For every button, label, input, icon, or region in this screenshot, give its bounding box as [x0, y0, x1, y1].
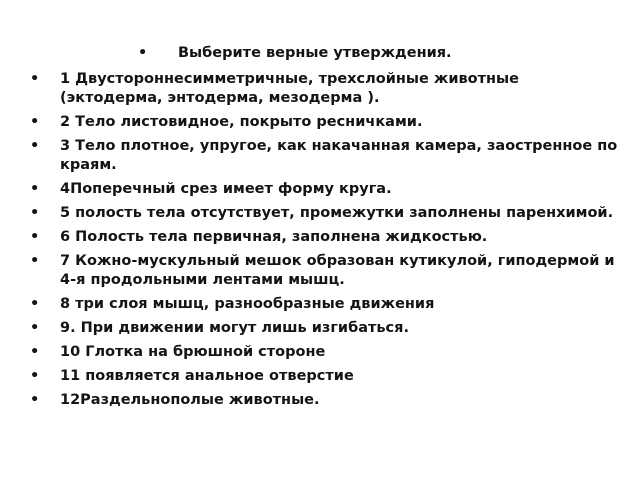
statement-text: 3 Тело плотное, упругое, как накачанная камера, заостренное по краям. [60, 138, 618, 173]
statement-item [30, 367, 620, 386]
bullet-icon: • [30, 229, 40, 245]
statement-text: 10 Глотка на брюшной стороне [60, 344, 326, 360]
statement-item [30, 137, 620, 175]
bullet-icon: • [30, 138, 40, 154]
statement-text: 2 Тело листовидное, покрыто ресничками. [60, 114, 423, 130]
statement-item [30, 391, 620, 410]
statement-item [30, 113, 620, 132]
statement-text: 9. При движении могут лишь изгибаться. [60, 320, 409, 336]
slide-heading [138, 44, 452, 62]
bullet-icon: • [138, 45, 148, 61]
bullet-icon: • [30, 71, 40, 87]
bullet-icon: • [30, 392, 40, 408]
bullet-icon: • [30, 205, 40, 221]
bullet-icon: • [30, 114, 40, 130]
statement-text: 7 Кожно-мускульный мешок образован кутикулой, гиподермой и 4-я продольными лентами мышц. [60, 253, 615, 288]
statement-item [30, 252, 620, 290]
heading-text: Выберите верные утверждения. [178, 45, 452, 61]
statement-text: 12Раздельнополые животные. [60, 392, 320, 408]
statement-item [30, 228, 620, 247]
statement-list [30, 70, 620, 415]
bullet-icon: • [30, 181, 40, 197]
statement-text: 11 появляется анальное отверстие [60, 368, 354, 384]
bullet-icon: • [30, 320, 40, 336]
statement-item [30, 204, 620, 223]
bullet-icon: • [30, 368, 40, 384]
statement-text: 6 Полость тела первичная, заполнена жидкостью. [60, 229, 488, 245]
statement-text: 1 Двустороннесимметричные, трехслойные животные (эктодерма, энтодерма, мезодерма ). [60, 71, 519, 106]
statement-text: 5 полость тела отсутствует, промежутки заполнены паренхимой. [60, 205, 614, 221]
statement-text: 4Поперечный срез имеет форму круга. [60, 181, 392, 197]
bullet-icon: • [30, 296, 40, 312]
bullet-icon: • [30, 253, 40, 269]
statement-item [30, 343, 620, 362]
statement-item [30, 70, 620, 108]
statement-text: 8 три слоя мышц, разнообразные движения [60, 296, 435, 312]
statement-item [30, 180, 620, 199]
statement-item [30, 295, 620, 314]
bullet-icon: • [30, 344, 40, 360]
statement-item [30, 319, 620, 338]
